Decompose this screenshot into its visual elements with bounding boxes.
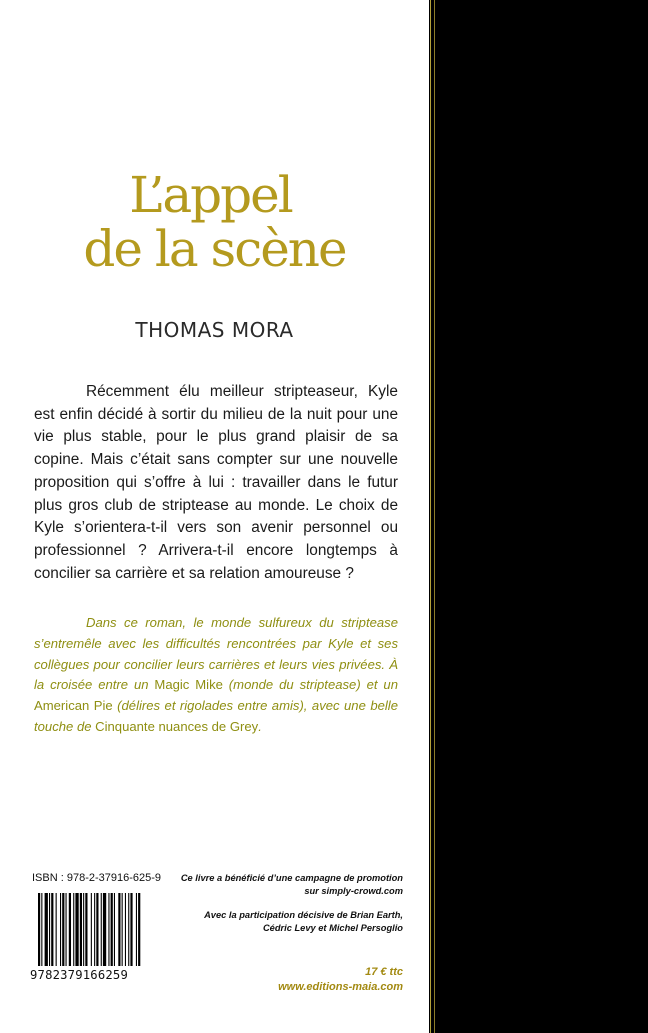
barcode-digits: 9782379166259 (30, 968, 128, 982)
spine-edge (429, 0, 437, 1033)
barcode-bar (38, 893, 40, 966)
barcode-bar (56, 893, 57, 966)
barcode-bar (125, 893, 126, 966)
barcode-bar (69, 893, 71, 966)
barcode-bar (62, 893, 64, 966)
barcode-bar (111, 893, 113, 966)
barcode-bar (75, 893, 78, 966)
barcode-bar (101, 893, 102, 966)
spine-gold-line (430, 0, 431, 1033)
barcode-bar (103, 893, 106, 966)
title-line-1: L’appel (129, 166, 292, 224)
barcode-bar (83, 893, 84, 966)
campaign-line-2: sur simply-crowd.com (304, 886, 403, 896)
blurb-text-2: (monde du striptease) et un (222, 677, 398, 693)
barcode-bar (51, 893, 53, 966)
synopsis: Récemment élu meilleur stripteaseur, Kyle est enfin décidé à sortir du milieu de la nuit pour une vie plus stable, pour le plus grand plaisir de sa copine. Mais c’était sans compter sur une nouvelle proposition qui s’offre à lui : travailler dans le futur plus gros club de striptease au monde. Le choix de Kyle s’orientera-t-il vers son avenir personnel ou professionnel ? Arrivera-t-il encore longtemps à concilier sa carrière et sa relation amoureuse ? (34, 383, 398, 582)
barcode-bar (138, 893, 140, 966)
barcode-bar (91, 893, 92, 966)
participation-credit (204, 909, 403, 935)
barcode-bar (118, 893, 120, 966)
barcode-bar (128, 893, 129, 966)
barcode-bar (66, 893, 67, 966)
barcode-bar (60, 893, 61, 966)
campaign-credit (181, 872, 403, 898)
blurb-ref-american-pie: American Pie (34, 698, 113, 714)
barcode (38, 893, 171, 966)
barcode-bar (122, 893, 123, 966)
barcode-bar (136, 893, 137, 966)
campaign-line-1: Ce livre a bénéficié d’une campagne de promotion (180, 873, 403, 883)
barcode-bar (96, 893, 98, 966)
barcode-bar (73, 893, 74, 966)
blurb-text-4: . (258, 718, 262, 734)
book-title (0, 168, 429, 276)
barcode-bar (41, 893, 42, 966)
blurb (34, 613, 398, 738)
barcode-bar (108, 893, 109, 966)
price: 17 € ttc (365, 966, 403, 978)
title-line-2: de la scène (83, 220, 346, 278)
blurb-text-1: Dans ce roman, le monde sulfureux du striptease s’entremêle avec les difficultés rencontrées par Kyle et ses collègues pour concilier leurs carrières et leurs vies privées. À la croisée entre un (34, 615, 398, 693)
barcode-bar (49, 893, 50, 966)
barcode-bar (94, 893, 95, 966)
barcode-bar (130, 893, 132, 966)
spine-gold-line (434, 0, 435, 1033)
participation-line-2: Cédric Levy et Michel Persoglio (262, 923, 403, 933)
blurb-ref-cinquante-nuances: Cinquante nuances de Grey (95, 718, 259, 734)
barcode-bar (80, 893, 82, 966)
isbn-label: ISBN : 978-2-37916-625-9 (32, 872, 162, 884)
blurb-ref-magic-mike: Magic Mike (154, 677, 223, 693)
author-name: THOMAS MORA (135, 318, 294, 342)
blurb-text-3: (délires et rigolades entre amis), avec une belle touche de (34, 698, 398, 734)
publisher-website: www.editions-maia.com (278, 981, 403, 993)
barcode-bar (45, 893, 48, 966)
participation-line-1: Avec la participation décisive de Brian Earth, (204, 910, 403, 920)
barcode-bar (85, 893, 87, 966)
barcode-bar (114, 893, 115, 966)
